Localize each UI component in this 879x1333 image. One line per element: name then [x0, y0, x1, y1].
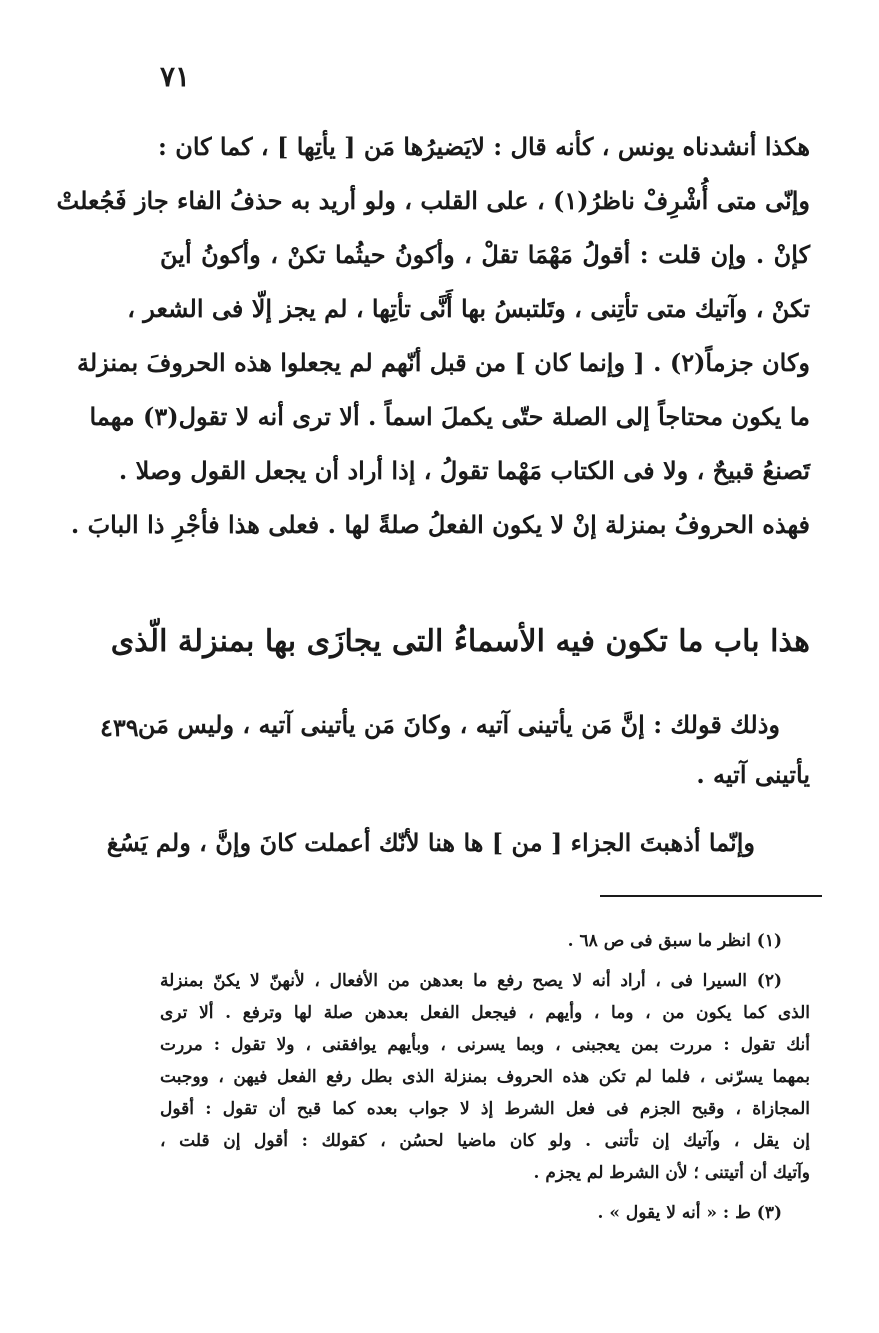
footnote-gap [160, 957, 810, 965]
footnote-2-line: الذى كما يكون من ، وما ، وأيهم ، فيجعل الفعل بعدهن صلة لها وترفع . ألا ترى [160, 1003, 810, 1023]
footnote-gap [160, 1189, 810, 1197]
footnote-1: (١) انظر ما سبق فى ص ٦٨ . [567, 931, 782, 951]
text-line: كإنْ . وإن قلت : أقولُ مَهْمَا تقلْ ، وأكونُ حيثُما تكنْ ، وأكونُ أينَ [160, 240, 810, 269]
footnote-2-line: (٢) السيرا فى ، أراد أنه لا يصح رفع ما بعدهن من الأفعال ، لأنهنّ لا يكنّ بمنزلة [160, 971, 782, 991]
text-line: وإنّما أذهبتَ الجزاء [ من ] ها هنا لأنّك أعملت كانَ وإنَّ ، ولم يَسُغ [106, 828, 755, 857]
margin-page-reference: ٤٣٩ [100, 713, 139, 742]
text-line: وإنّى متى أُشْرِفْ ناظرُ(١) ، على القلب ، ولو أريد به حذفُ الفاء جاز فَجُعلتْ [56, 186, 810, 215]
text-line: فهذه الحروفُ بمنزلة إنْ لا يكون الفعلُ صلةً لها . فعلى هذا فأجْرِ ذا البابَ . [70, 510, 810, 539]
main-paragraph [56, 120, 810, 552]
text-line: وذلك قولك : إنَّ مَن يأتينى آتيه ، وكانَ مَن يأتينى آتيه ، وليس مَن [137, 710, 780, 739]
text-line: تكنْ ، وآتيك متى تأتِنى ، وتَلتبسُ بها أَنَّى تأتِها ، لم يجز إلّا فى الشعر ، [127, 294, 810, 323]
footnotes [160, 925, 810, 1229]
footnote-2-line: إن يقل ، وآتيك إن تأتنى . ولو كان ماضيا لحسُن ، كقولك : أقول إن قلت ، [160, 1131, 810, 1151]
text-line: وكان جزماً(٢) . [ وإنما كان ] من قبل أنّهم لم يجعلوا هذه الحروفَ بمنزلة [76, 348, 810, 377]
text-line: هكذا أنشدناه يونس ، كأنه قال : لايَضيرُها مَن [ يأتِها ] ، كما كان : [158, 132, 810, 161]
footnote-2-line: أنك تقول : مررت بمن يعجبنى ، وبما يسرنى ، وبأيهم يوافقنى ، ولا تقول : مررت [160, 1035, 810, 1055]
page-number: ٧١ [160, 60, 191, 93]
text-line: يأتينى آتيه . [696, 760, 810, 789]
text-line: تَصنعُ قبيحٌ ، ولا فى الكتاب مَهْما تقولُ ، إذا أراد أن يجعل القول وصلا . [118, 456, 810, 485]
chapter-closing-line [106, 818, 810, 868]
chapter-paragraph [137, 700, 810, 800]
footnote-3: (٣) ط : « أنه لا يقول » . [597, 1203, 782, 1223]
footnote-2-line: المجازاة ، وقبح الجزم فى فعل الشرط إذ لا جواب بعده كما قبح أن تقول : أقول [160, 1099, 810, 1119]
footnote-divider [600, 895, 822, 897]
text-line: ما يكون محتاجاً إلى الصلة حتّى يكملَ اسماً . ألا ترى أنه لا تقول(٣) مهما [89, 402, 810, 431]
chapter-heading: هذا باب ما تكون فيه الأسماءُ التى يجازَى بها بمنزلة الّذى [110, 624, 810, 659]
footnote-2-line: بمهما يسرّنى ، فلما لم تكن هذه الحروف بمنزلة الذى بطل رفع الفعل فيهن ، ووجبت [160, 1067, 810, 1087]
footnote-2-line: وآتيك أن أتيتنى ؛ لأن الشرط لم يجزم . [533, 1163, 810, 1183]
